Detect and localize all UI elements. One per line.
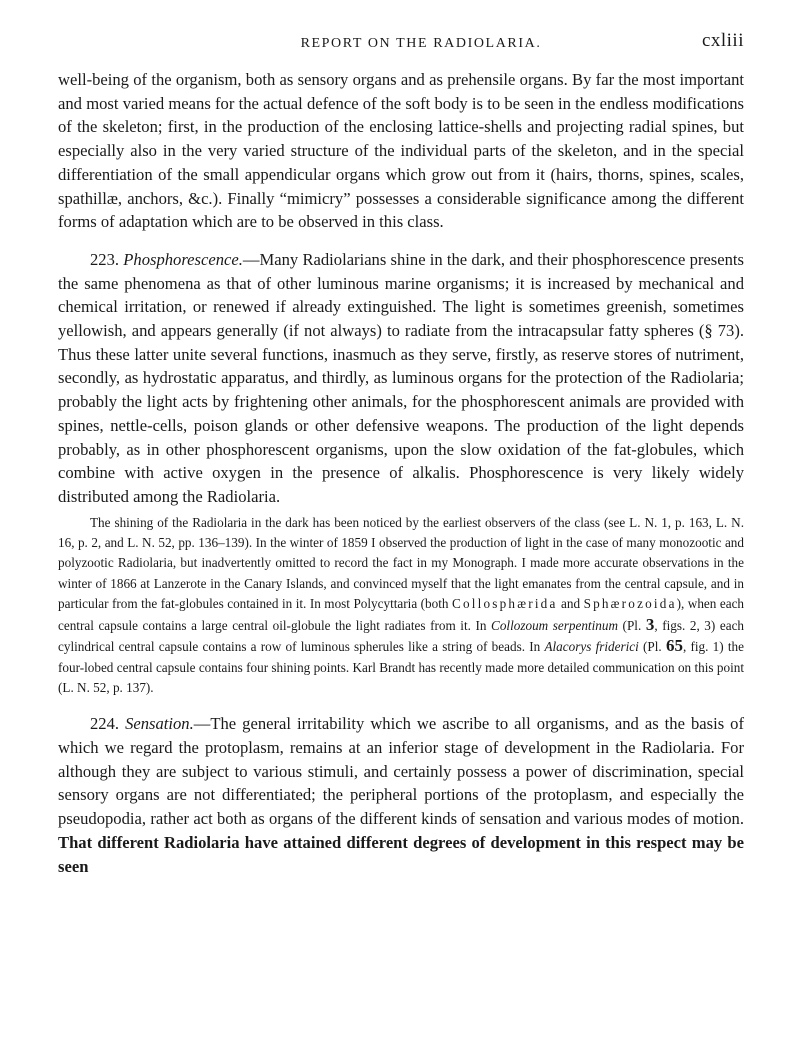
section-223-note [58,513,744,699]
section-heading: Phosphorescence. [123,249,243,269]
section-223-paragraph [58,248,744,509]
section-number: 224. [90,714,120,734]
note-text: and [557,596,584,612]
section-body: —The general irritability which we ascribe to all organisms, and as the basis of which we regard the protoplasm, remains at an inferior stage of development in the Radiolaria. For although they are subject to various stimuli, and certainly possess a power of discrimination, special sensory organs are not differentiated; the peripheral portions of the protoplasm, and especially the pseudopodia, rather act both as organs of the different kinds of sensation and various modes of motion. [58,714,745,829]
running-head [58,22,744,62]
section-224-paragraph [58,712,744,878]
note-text: (Pl. [617,617,646,633]
plate-number: 3 [645,614,655,634]
document-page [58,22,744,878]
species-name: Alacorys friderici [544,639,639,655]
running-title: REPORT ON THE RADIOLARIA. [300,36,542,51]
section-body: —Many Radiolarians shine in the dark, and their phosphorescence presents the same phenomena as that of other luminous marine organisms; it is increased by mechanical and chemical irritation, or renewed if already extinguished. The light is sometimes greenish, sometimes yellowish, and appears generally (if not always) to radiate from the intracapsular fatty spheres (§ 73). Thus these latter unite several functions, inasmuch as they serve, firstly, as reserve stores of nutriment, secondly, as hydrostatic apparatus, and thirdly, as luminous organs for the protection of the Radiolaria; probably the light acts by frightening other animals, for the phosphorescent animals are provided with spines, nettle-cells, poison glands or other defensive weapons. The production of the light depends probably, as in other phosphorescent organisms, upon the slow oxidation of the fat-globules, which combine with active oxygen in the presence of alkalis. Phosphorescence is very likely widely distributed among the Radiolaria. [58,249,744,506]
plate-number: 65 [665,636,683,656]
note-text: , fig. 1) the four-lobed central capsule contains four shining points. Karl Brandt has recently made more detailed communication on this point (L. N. 52, p. 137). [58,639,744,695]
section-body-tail: That different Radiolaria have attained different degrees of development in this respect may be seen [58,832,744,876]
section-number: 223. [90,249,120,269]
page-number: cxliii [701,30,744,51]
taxon-name: Sphærozoida [583,596,677,612]
note-text: ), when each central capsule contains a large central oil-globule the light radiates from it. In [58,596,745,633]
note-text: , figs. 2, 3) each cylindrical central capsule contains a row of luminous spherules like a string of beads. In [58,617,745,655]
note-text: (Pl. [638,639,666,655]
note-text: The shining of the Radiolaria in the dark has been noticed by the earliest observers of the class (see L. N. 1, p. 163, L. N. 16, p. 2, and L. N. 52, pp. 136–139). In the winter of 1859 I observed the production of light in the case of many monozootic and polyzootic Radiolaria, but inadvertently omitted to record the fact in my Monograph. I made more accurate observations in the winter of 1866 at Lanzerote in the Canary Islands, and convinced myself that the light emanates from the central capsule, and in particular from the fat-globules contained in it. In most Polycyttaria (both [58,514,744,612]
species-name: Collozoum serpentinum [491,617,618,633]
paragraph-continuation: well-being of the organism, both as sensory organs and as prehensile organs. By far the most important and most varied means for the actual defence of the soft body is to be seen in the endless modifications of the skeleton; first, in the production of the enclosing lattice-shells and projecting radial spines, but especially also in the very varied structure of the individual parts of the skeleton, and in the special differentiation of the small appendicular organs which grow out from it (hairs, thorns, spines, scales, spathillæ, anchors, &c.). Finally “mimicry” possesses a considerable significance among the different forms of adaptation which are to be observed in this class. [58,70,744,232]
section-heading: Sensation. [125,714,194,734]
taxon-name: Collosphærida [452,596,558,612]
